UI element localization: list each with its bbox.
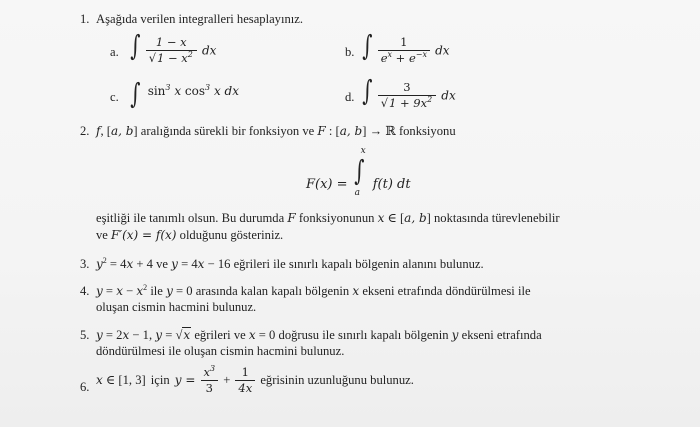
problem-3-end: eğrileri ile sınırlı kapalı bölgenin alanını bulunuz. (233, 257, 484, 271)
problem-1b-label: b. (345, 45, 355, 59)
problem-1d-integral: ∫ $\frac{3}{√1 + 9x^2}$ dx (362, 74, 456, 110)
problem-1c-integral: ∫ $^{sin^3 x cos^3 x dx}$ (130, 77, 239, 110)
problem-2-line-3: ve F′(x) = f(x) olduğunu gösteriniz. (96, 228, 284, 242)
problem-6-text: x ∈ [1, 3] için y = $\frac{x^3}{3}$ + $\frac{1}{4x}$ eğrisinin uzunluğunu bulunuz. (96, 364, 414, 395)
problem-5-line-2: döndürülmesi ile oluşan cismin hacmini bulunuz. (96, 344, 345, 358)
problem-1d-label: d. (345, 90, 355, 104)
problem-1b-integral: ∫ $\frac{1}{e^x + e^{-x}}$ dx (362, 29, 450, 65)
problem-4-line-1: $y = x - x^2$ ile y = 0 arasında kalan kapalı bölgenin x ekseni etrafında döndürülmesi ile (96, 283, 531, 298)
problem-2-line-1-text: aralığında sürekli bir fonksiyon ve (140, 124, 315, 138)
problem-5-line-1-tail: ekseni etrafında (461, 328, 542, 342)
problem-4-mid: ile (150, 284, 163, 298)
problem-2-line-2a: eşitliği ile tanımlı olsun. Bu durumda (96, 211, 285, 225)
problem-2-line-2b: fonksiyonunun (298, 211, 375, 225)
problem-4-number: 4. (80, 284, 90, 298)
problem-2-line-3a: ve (96, 228, 108, 242)
problem-6-end: eğrisinin uzunluğunu bulunuz. (260, 373, 414, 387)
problem-2-definition: $^{F(x) =}$ x ∫ a $^{f(t) dt}$ (306, 146, 411, 198)
problem-4-line-2: oluşan cismin hacmini bulunuz. (96, 300, 257, 314)
problem-1-text: Aşağıda verilen integralleri hesaplayınız. (96, 12, 304, 26)
problem-3-number: 3. (80, 257, 90, 271)
problem-6-mid: için (150, 373, 170, 387)
problem-2-number: 2. (80, 124, 90, 138)
problem-5-line-1: y = 2x − 1, y = √x eğrileri ve x = 0 doğrusu ile sınırlı kapalı bölgenin y ekseni etrafında (96, 328, 542, 342)
problem-5-number: 5. (80, 328, 90, 342)
problem-5-line-1-end: doğrusu ile sınırlı kapalı bölgenin (278, 328, 449, 342)
problem-1c-label: c. (110, 90, 119, 104)
problem-2-line-2: eşitliği ile tanımlı olsun. Bu durumda F fonksiyonunun x ∈ [a, b] noktasında türevlenebilir (96, 211, 560, 225)
problem-2-line-2c: noktasında türevlenebilir (434, 211, 560, 225)
problem-2-line-3b: olduğunu gösteriniz. (179, 228, 284, 242)
problem-6-number: 6. (80, 380, 90, 394)
problem-4-line-1-tail: ekseni etrafında döndürülmesi ile (362, 284, 531, 298)
problem-2-line-1: f, [a, b] aralığında sürekli bir fonksiyon ve F : [a, b] → ℝ fonksiyonu (96, 124, 456, 138)
problem-1a-integral: ∫ $\frac{1 - x}{√1 - x^2}$ dx (130, 29, 217, 65)
problem-1a-label: a. (110, 45, 119, 59)
problem-3-mid: ve (156, 257, 169, 271)
problem-5-mid: eğrileri ve (194, 328, 246, 342)
problem-2-line-1-end: fonksiyonu (398, 124, 456, 138)
problem-3-text: $y^2 = 4x + 4$ ve y = 4x − 16 eğrileri ile sınırlı kapalı bölgenin alanını bulunuz. (96, 256, 484, 271)
problem-1-number: 1. (80, 12, 90, 26)
problem-4-line-1-end: arasında kalan kapalı bölgenin (195, 284, 350, 298)
